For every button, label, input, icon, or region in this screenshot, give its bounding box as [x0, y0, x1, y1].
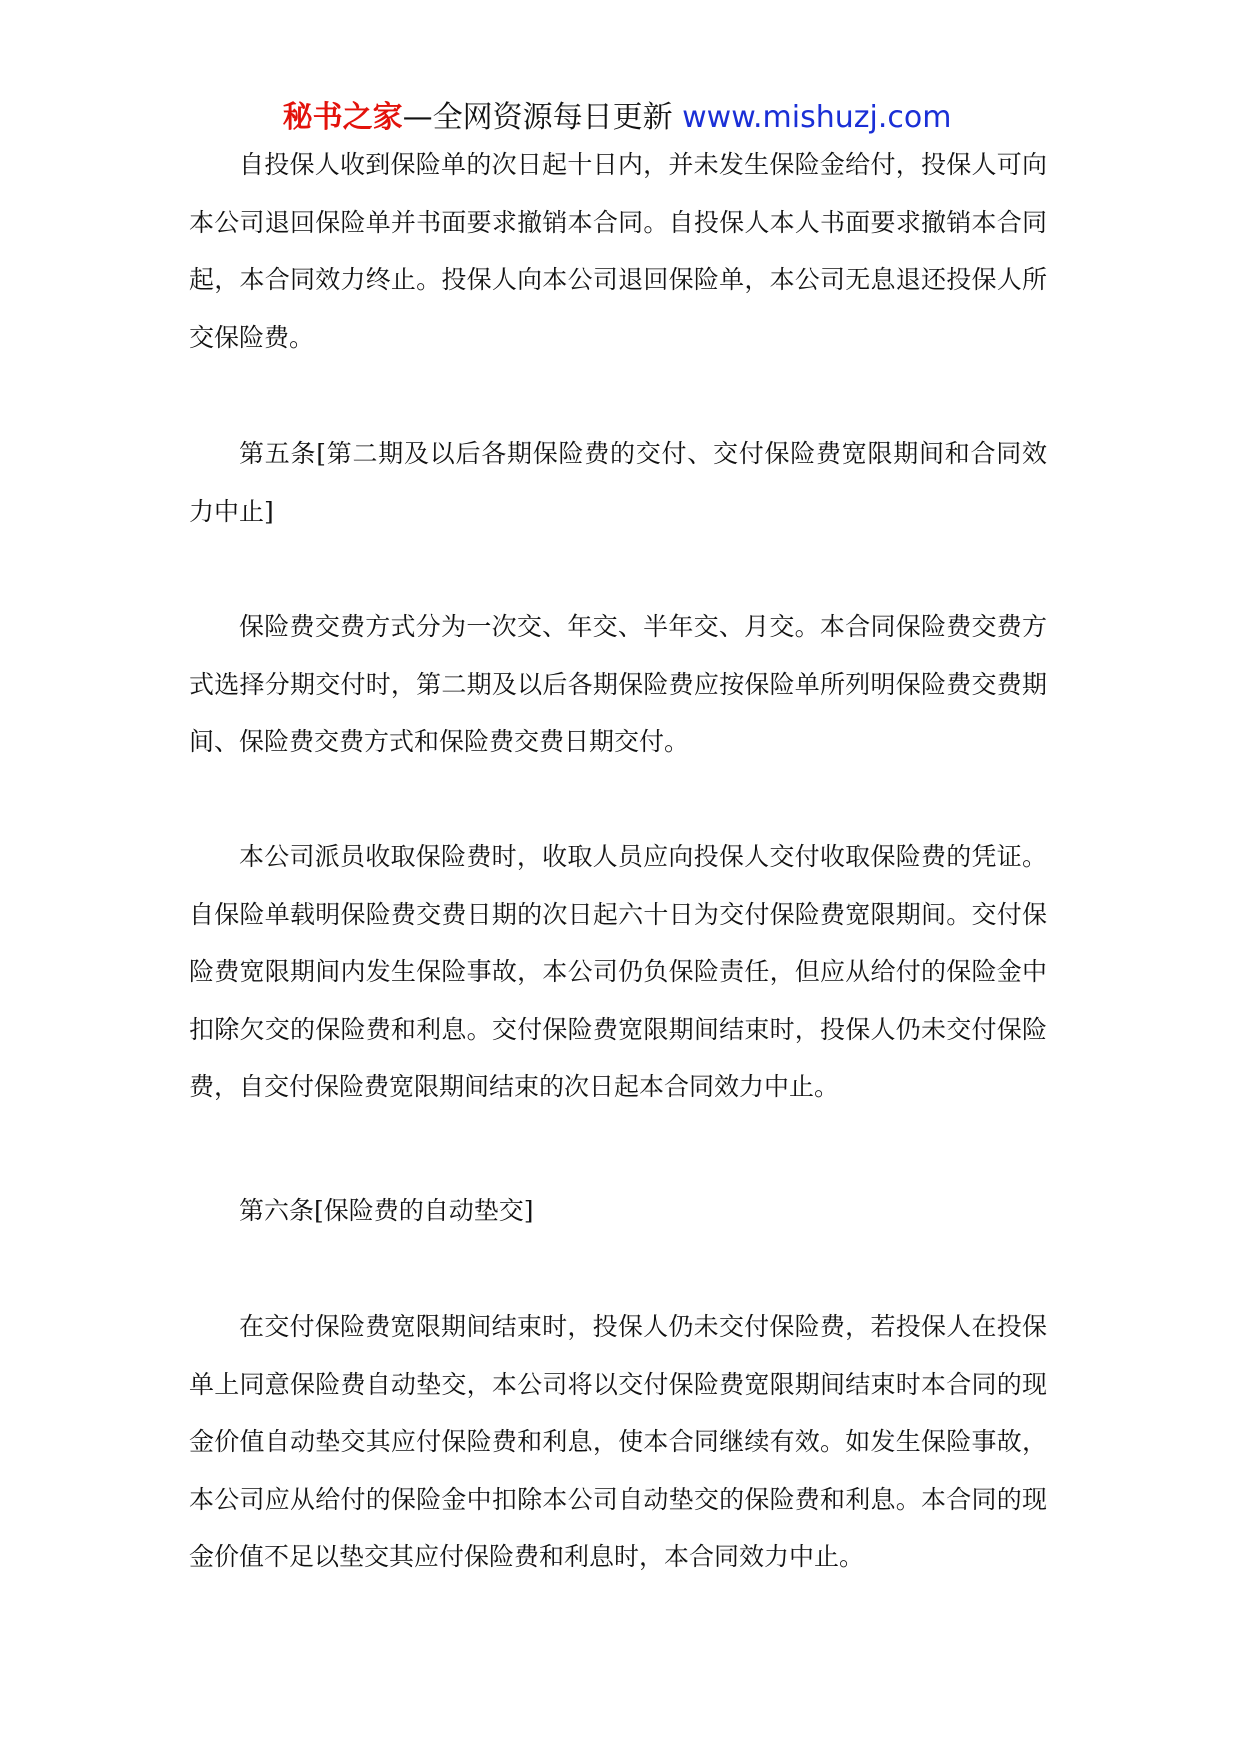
- paragraph-grace-period: 本公司派员收取保险费时，收取人员应向投保人交付收取保险费的凭证。自保险单载明保险费交费日期的次日起六十日为交付保险费宽限期间。交付保险费宽限期间内发生保险事故，本公司仍负保险责任，但应从给付的保险金中扣除欠交的保险费和利息。交付保险费宽限期间结束时，投保人仍未交付保险费，自交付保险费宽限期间结束的次日起本合同效力中止。: [189, 842, 1047, 1101]
- article-five-heading: 第五条[第二期及以后各期保险费的交付、交付保险费宽限期间和合同效力中止]: [189, 439, 1047, 526]
- paragraph-withdrawal: 自投保人收到保险单的次日起十日内，并未发生保险金给付，投保人可向本公司退回保险单并书面要求撤销本合同。自投保人本人书面要求撤销本合同起，本合同效力终止。投保人向本公司退回保险单，本公司无息退还投保人所交保险费。: [189, 150, 1047, 352]
- paragraph-automatic-premium-loan: 在交付保险费宽限期间结束时，投保人仍未交付保险费，若投保人在投保单上同意保险费自动垫交，本公司将以交付保险费宽限期间结束时本合同的现金价值自动垫交其应付保险费和利息，使本合同继续有效。如发生保险事故，本公司应从给付的保险金中扣除本公司自动垫交的保险费和利息。本合同的现金价值不足以垫交其应付保险费和利息时，本合同效力中止。: [189, 1312, 1047, 1571]
- site-banner: [0, 98, 1234, 138]
- site-url-link[interactable]: www.mishuzj.com: [682, 100, 952, 135]
- banner-tagline: —全网资源每日更新: [402, 100, 673, 135]
- brand-name: 秘书之家: [282, 100, 403, 135]
- article-six-heading: 第六条[保险费的自动垫交]: [239, 1196, 534, 1225]
- paragraph-payment-methods: 保险费交费方式分为一次交、年交、半年交、月交。本合同保险费交费方式选择分期交付时，第二期及以后各期保险费应按保险单所列明保险费交费期间、保险费交费方式和保险费交费日期交付。: [189, 612, 1047, 756]
